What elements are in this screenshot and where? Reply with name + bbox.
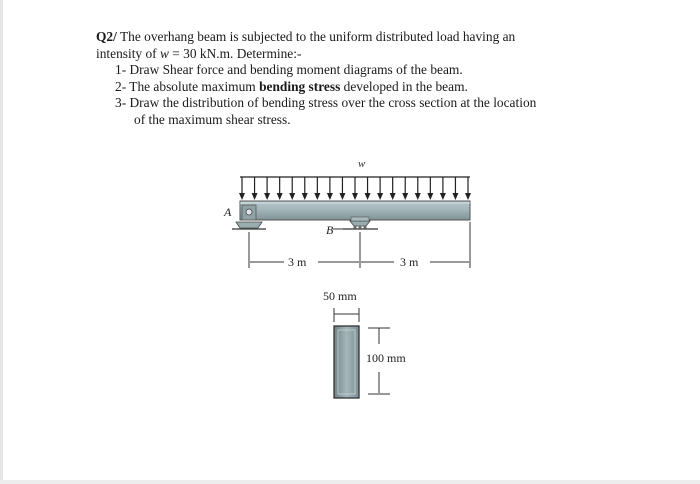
load-arrow-head <box>239 193 245 200</box>
item-3-line-1: 3- Draw the distribution of bending stress over the cross section at the location <box>115 95 537 110</box>
intro-suffix: = 30 kN.m. Determine:- <box>168 45 302 61</box>
load-arrows <box>239 177 471 200</box>
section-height-label: 100 mm <box>366 351 406 365</box>
intro-prefix: intensity of <box>96 45 160 61</box>
item-1: 1- Draw Shear force and bending moment diagrams of the beam. <box>115 62 463 77</box>
distributed-load <box>239 177 471 200</box>
load-variable: w <box>159 45 169 61</box>
load-arrow-head <box>465 193 471 200</box>
load-arrow-head <box>402 193 408 200</box>
load-label: w <box>358 158 366 170</box>
load-arrow-head <box>277 193 283 200</box>
load-arrow-head <box>377 193 383 200</box>
load-arrow-head <box>365 193 371 200</box>
section-width-label: 50 mm <box>323 289 357 303</box>
span-2-label: 3 m <box>400 255 419 269</box>
item-3-line-2: of the maximum shear stress. <box>134 111 291 127</box>
item-2-bold: bending stress <box>259 78 341 94</box>
load-arrow-head <box>264 193 270 200</box>
span-1-label: 3 m <box>288 255 307 269</box>
section-width-dimension <box>334 308 359 322</box>
load-arrow-head <box>302 193 308 200</box>
load-arrow-head <box>327 193 333 200</box>
load-arrow-head <box>352 193 358 200</box>
load-arrow-head <box>289 193 295 200</box>
load-arrow-head <box>314 193 320 200</box>
support-a-label: A <box>224 205 232 219</box>
load-arrow-head <box>339 193 345 200</box>
load-arrow-head <box>252 193 258 200</box>
load-arrow-head <box>415 193 421 200</box>
item-2-prefix: 2- The absolute maximum <box>115 78 260 94</box>
load-arrow-head <box>452 193 458 200</box>
load-arrow-head <box>427 193 433 200</box>
item-2-suffix: developed in the beam. <box>340 78 468 94</box>
support-b-label: B <box>326 223 334 237</box>
load-arrow-head <box>440 193 446 200</box>
load-arrow-head <box>390 193 396 200</box>
question-intro-1: The overhang beam is subjected to the uniform distributed load having an <box>119 29 516 44</box>
question-label: Q2/ <box>96 29 117 44</box>
